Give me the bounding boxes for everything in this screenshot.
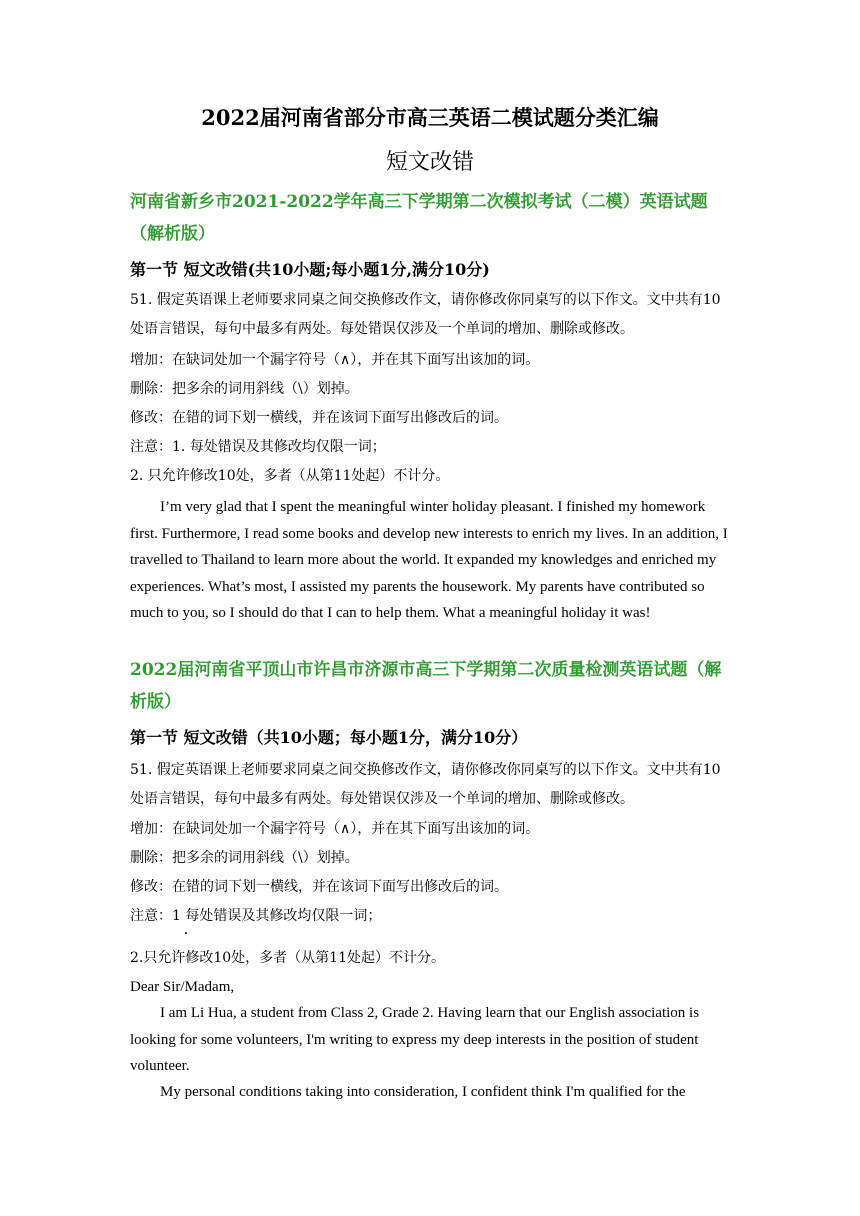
stray-dot: [185, 932, 187, 934]
note-2-1: 2. 只允许修改10处，多者（从第11处起）不计分。: [130, 468, 450, 484]
letter-greeting: Dear Sir/Madam,: [130, 979, 235, 995]
note-2-2: 2.只允许修改10处，多者（从第11处起）不计分。: [130, 950, 445, 966]
question-intro-2: 51. 假定英语课上老师要求同桌之间交换修改作文，请你修改你同桌写的以下作文。文中共有10处语言错误，每句中最多有两处。每处错误仅涉及一个单词的增加、删除或修改。: [130, 762, 721, 807]
rule-modify-1: 修改：在错的词下划一横线，并在该词下面写出修改后的词。: [130, 410, 508, 426]
rule-add-1: 增加：在缺词处加一个漏字符号（∧），并在其下面写出该加的词。: [130, 352, 540, 368]
note-1-1: 注意：1. 每处错误及其修改均仅限一词；: [130, 439, 386, 455]
question-intro-1: 51. 假定英语课上老师要求同桌之间交换修改作文，请你修改你同桌写的以下作文。文中共有10处语言错误，每句中最多有两处。每处错误仅涉及一个单词的增加、删除或修改。: [130, 292, 721, 337]
document-title: 2022届河南省部分市高三英语二模试题分类汇编: [201, 105, 659, 130]
document-subtitle: 短文改错: [385, 150, 474, 175]
letter-paragraph-1: I am Li Hua, a student from Class 2, Grade 2. Having learn that our English association is looking for some volunteers, I'm writing to express my deep interests in the position of student volunteer.: [130, 1005, 700, 1074]
rule-delete-1: 删除：把多余的词用斜线（\）划掉。: [130, 381, 359, 397]
rule-add-2: 增加：在缺词处加一个漏字符号（∧），并在其下面写出该加的词。: [130, 821, 540, 837]
section-heading-1: 第一节 短文改错(共10小题;每小题1分,满分10分): [130, 260, 490, 279]
note-1-2: 注意：1 每处错误及其修改均仅限一词；: [130, 908, 382, 924]
rule-modify-2: 修改：在错的词下划一横线，并在该词下面写出修改后的词。: [130, 879, 508, 895]
letter-paragraph-2: My personal conditions taking into consideration, I confident think I'm qualified for the: [160, 1084, 686, 1100]
section-heading-2: 第一节 短文改错（共10小题；每小题1分，满分10分）: [130, 728, 528, 747]
source-heading-1: 河南省新乡市2021-2022学年高三下学期第二次模拟考试（二模）英语试题（解析版）: [130, 192, 708, 244]
source-heading-2: 2022届河南省平顶山市许昌市济源市高三下学期第二次质量检测英语试题（解析版）: [130, 660, 722, 712]
rule-delete-2: 删除：把多余的词用斜线（\）划掉。: [130, 850, 359, 866]
passage-1: I’m very glad that I spent the meaningful winter holiday pleasant. I finished my homework first. Furthermore, I read some books and develop new interests to enrich my lives. In an addition, I travelled to Thailand to learn more about the world. It expanded my knowledges and enriched my experiences. What’s most, I assisted my parents the housework. My parents have contributed so much to you, so I should do that I can to help them. What a meaningful holiday it was!: [130, 499, 728, 621]
